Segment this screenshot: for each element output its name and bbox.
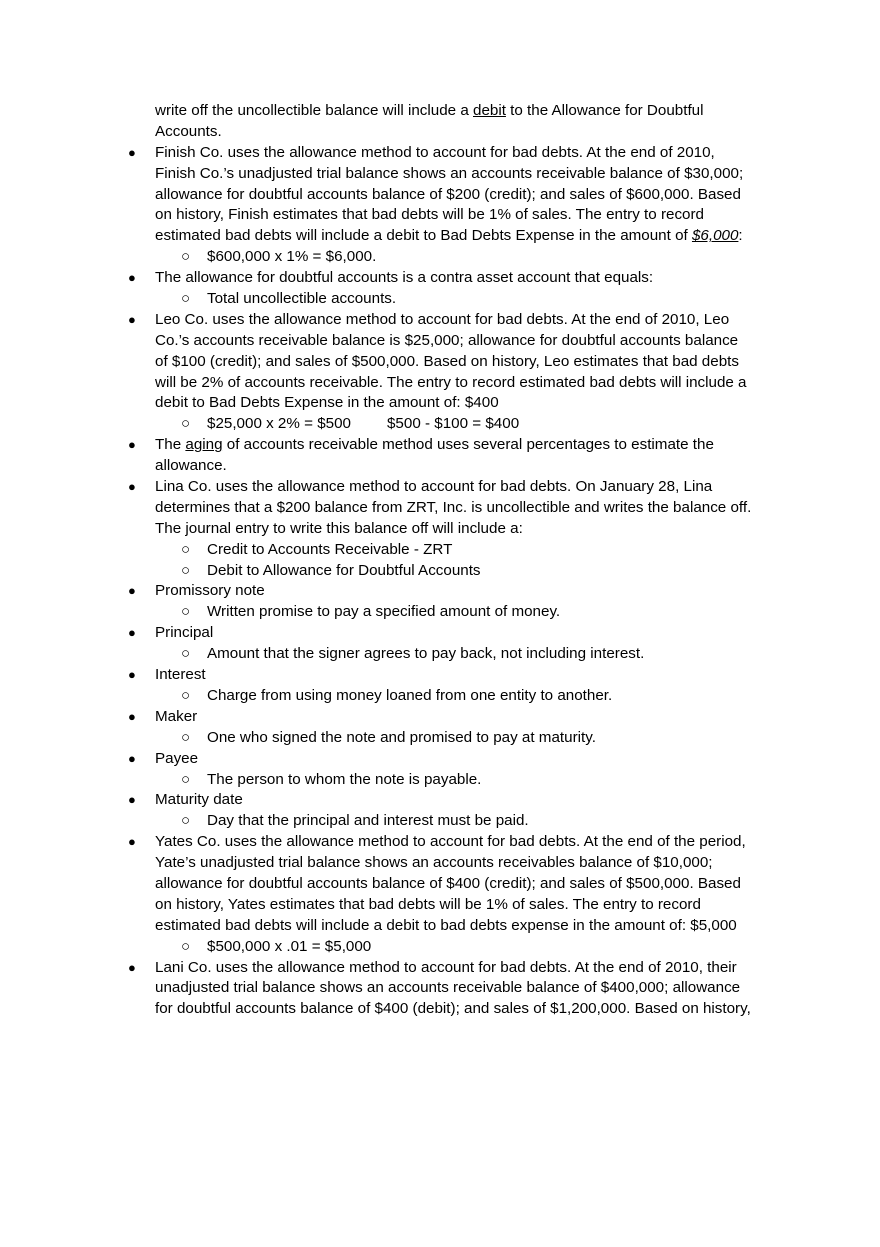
text-line: allowance for doubtful accounts balance of $400 (credit); and sales of $500,000. Based	[155, 874, 741, 892]
sub-bullet-item	[0, 247, 880, 268]
bullet-icon: ●	[128, 667, 136, 683]
bullet-icon: ●	[128, 625, 136, 641]
bullet-text: Principal	[155, 624, 214, 642]
text-line: Co.’s accounts receivable balance is $25,000; allowance for doubtful accounts balance	[155, 331, 739, 349]
bullet-item	[0, 310, 880, 331]
text-run: to the Allowance for Doubtful	[505, 102, 704, 119]
sub-bullet-text: Total uncollectible accounts.	[207, 290, 397, 308]
bullet-text: Yates Co. uses the allowance method to account for bad debts. At the end of the period,	[155, 833, 746, 851]
text-run: of accounts receivable method uses several percentages to estimate the	[222, 436, 714, 454]
bullet-item	[0, 665, 880, 686]
underlined-term: debit	[473, 102, 506, 119]
sub-bullet-text: Debit to Allowance for Doubtful Accounts	[207, 561, 481, 579]
text-line: Accounts.	[155, 122, 222, 140]
text-run: write off the uncollectible balance will include a	[155, 102, 473, 119]
circle-bullet-icon: ○	[181, 248, 191, 266]
sub-bullet-item	[0, 686, 880, 707]
bullet-text: Maker	[155, 707, 198, 725]
bullet-item	[0, 958, 880, 979]
bullet-item	[0, 832, 880, 853]
sub-bullet-text: $500 - $100 = $400	[386, 415, 520, 433]
text-run: The	[155, 436, 186, 454]
circle-bullet-icon: ○	[181, 728, 191, 746]
text-line: allowance.	[155, 457, 227, 475]
sub-bullet-item	[0, 602, 880, 623]
document-page	[0, 101, 880, 1020]
text-line: will be 2% of accounts receivable. The entry to record estimated bad debts will include a	[155, 373, 747, 391]
circle-bullet-icon: ○	[181, 812, 191, 830]
text-line: on history, Finish estimates that bad debts will be 1% of sales. The entry to record	[155, 206, 704, 224]
bullet-item	[0, 477, 880, 498]
text-run: estimated bad debts will include a debit to Bad Debts Expense in the amount of	[155, 227, 692, 245]
bullet-icon: ●	[128, 583, 136, 599]
text-line: The journal entry to write this balance off will include a:	[155, 519, 523, 537]
text-line	[0, 226, 880, 247]
text-line: for doubtful accounts balance of $400 (debit); and sales of $1,200,000. Based on history,	[155, 1000, 751, 1018]
sub-bullet-item	[0, 644, 880, 665]
text-line: estimated bad debts will include a debit to bad debts expense in the amount of: $5,000	[155, 916, 737, 934]
circle-bullet-icon: ○	[181, 645, 191, 663]
bullet-item	[0, 707, 880, 728]
sub-bullet-text: $25,000 x 2% = $500	[207, 415, 351, 433]
circle-bullet-icon: ○	[181, 561, 191, 579]
bullet-text: Maturity date	[155, 791, 243, 809]
bullet-item	[0, 749, 880, 770]
bullet-text: Finish Co. uses the allowance method to account for bad debts. At the end of 2010,	[155, 143, 715, 161]
sub-bullet-item	[0, 811, 880, 832]
text-line: determines that a $200 balance from ZRT, Inc. is uncollectible and writes the balance off.	[155, 498, 752, 516]
sub-bullet-item	[0, 414, 880, 435]
text-line: debit to Bad Debts Expense in the amount of: $400	[155, 394, 499, 412]
text-line: allowance for doubtful accounts balance of $200 (credit); and sales of $600,000. Based	[155, 185, 741, 203]
sub-bullet-item	[0, 937, 880, 958]
text-line: on history, Yates estimates that bad debts will be 1% of sales. The entry to record	[155, 895, 701, 913]
sub-bullet-item	[0, 540, 880, 561]
bullet-text: The allowance for doubtful accounts is a contra asset account that equals:	[155, 269, 654, 287]
bullet-item	[0, 790, 880, 811]
sub-bullet-item	[0, 561, 880, 582]
sub-bullet-item	[0, 770, 880, 791]
bullet-item	[0, 623, 880, 644]
bullet-item	[0, 435, 880, 456]
bullet-text: Leo Co. uses the allowance method to account for bad debts. At the end of 2010, Leo	[155, 310, 730, 328]
circle-bullet-icon: ○	[181, 603, 191, 621]
sub-bullet-item	[0, 728, 880, 749]
circle-bullet-icon: ○	[181, 415, 191, 433]
bullet-text: Lani Co. uses the allowance method to account for bad debts. At the end of 2010, their	[155, 958, 737, 976]
bullet-icon: ●	[128, 479, 136, 495]
bullet-text: Payee	[155, 749, 199, 767]
bullet-icon: ●	[128, 708, 136, 724]
bullet-icon: ●	[128, 834, 136, 850]
circle-bullet-icon: ○	[181, 290, 191, 308]
sub-bullet-text: Day that the principal and interest must be paid.	[207, 812, 529, 830]
bullet-item	[0, 268, 880, 289]
bullet-text: Interest	[155, 666, 206, 684]
sub-bullet-text: Amount that the signer agrees to pay back, not including interest.	[207, 645, 645, 663]
bullet-icon: ●	[128, 144, 136, 160]
sub-bullet-text: Credit to Accounts Receivable - ZRT	[207, 540, 453, 558]
sub-bullet-text: $600,000 x 1% = $6,000.	[207, 248, 377, 266]
sub-bullet-text: One who signed the note and promised to pay at maturity.	[207, 728, 596, 746]
bullet-icon: ●	[128, 437, 136, 453]
bullet-icon: ●	[128, 792, 136, 808]
bullet-item	[0, 581, 880, 602]
bullet-icon: ●	[128, 270, 136, 286]
text-line: of $100 (credit); and sales of $500,000. Based on history, Leo estimates that bad debts	[155, 352, 739, 370]
text-line: unadjusted trial balance shows an accounts receivable balance of $400,000; allowance	[155, 979, 741, 997]
bullet-icon: ●	[128, 959, 136, 975]
sub-bullet-text: Charge from using money loaned from one entity to another.	[207, 686, 613, 704]
text-line	[0, 101, 880, 122]
sub-bullet-item	[0, 289, 880, 310]
bullet-item	[0, 143, 880, 164]
text-line: Finish Co.’s unadjusted trial balance shows an accounts receivable balance of $30,000;	[155, 164, 744, 182]
circle-bullet-icon: ○	[181, 540, 191, 558]
bullet-text: Promissory note	[155, 582, 265, 600]
bullet-icon: ●	[128, 750, 136, 766]
text-run: :	[738, 227, 743, 245]
emphasized-amount: $6,000	[691, 227, 739, 245]
sub-bullet-text: Written promise to pay a specified amount of money.	[207, 603, 561, 621]
underlined-term: aging	[185, 436, 223, 454]
sub-bullet-text: $500,000 x .01 = $5,000	[207, 937, 372, 955]
circle-bullet-icon: ○	[181, 770, 191, 788]
circle-bullet-icon: ○	[181, 686, 191, 704]
bullet-text: Lina Co. uses the allowance method to account for bad debts. On January 28, Lina	[155, 478, 713, 496]
text-line: Yate’s unadjusted trial balance shows an accounts receivables balance of $10,000;	[155, 854, 713, 872]
sub-bullet-text: The person to whom the note is payable.	[207, 770, 482, 788]
bullet-icon: ●	[128, 311, 136, 327]
circle-bullet-icon: ○	[181, 937, 191, 955]
